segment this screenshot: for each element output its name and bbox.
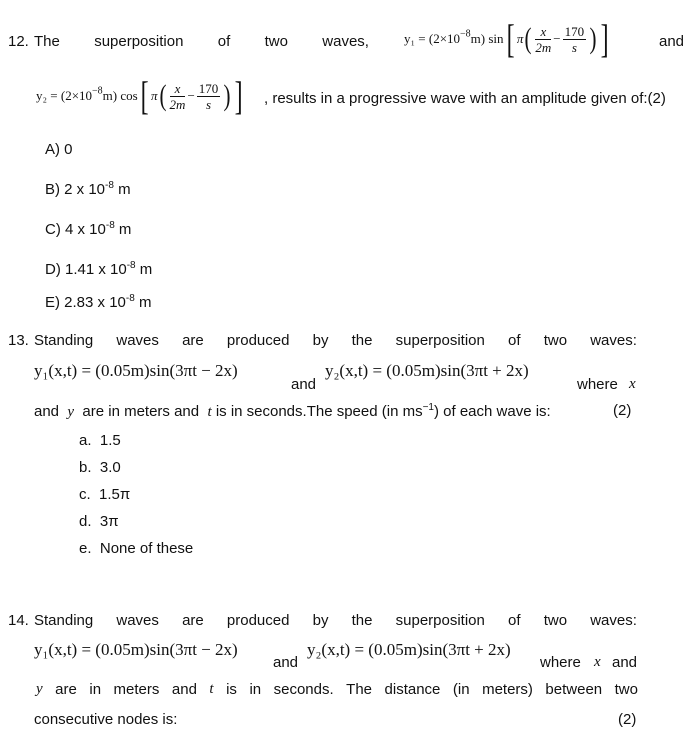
q13-word: superposition (395, 332, 485, 349)
q12-intro (34, 33, 369, 50)
q13-var-x: x (629, 376, 636, 392)
q14-word: Standing (34, 612, 94, 629)
q14-word: superposition (395, 612, 485, 629)
q14-word: the (351, 612, 373, 629)
q13-marks: (2) (613, 402, 632, 419)
q13-intro (34, 332, 637, 349)
q13-word: two (543, 332, 568, 349)
q14-line4: consecutive nodes is: (34, 711, 178, 728)
q14-word: two (543, 612, 568, 629)
q14-equation-y2: y₂(x,t) = (0.05m)sin(3πt + 2x) (307, 640, 511, 659)
q13-word: the (351, 332, 373, 349)
q14-where: where (540, 654, 581, 671)
q12-option-b: B) 2 x $10^{-8}$ m (45, 180, 131, 198)
q13-word: Standing (34, 332, 94, 349)
q14-intro (34, 612, 637, 629)
q13-equation-y1: y₁(x,t) = (0.05m)sin(3πt − 2x) (34, 361, 238, 380)
q13-word: produced (226, 332, 290, 349)
q14-word: by (312, 612, 329, 629)
q13-option-e: e. None of these (79, 540, 194, 557)
q12-option-e: E) 2.83 x $10^{-8}$ m (45, 293, 152, 311)
q12-y2-equation: $y_2 = (2\times 10^{-8}m)$ cos[ π( $\frac{x}{2m}$ − $\frac{170}{s}$ ) ] (36, 73, 243, 118)
q14-equation-y1: y₁(x,t) = (0.05m)sin(3πt − 2x) (34, 640, 238, 659)
q14-word: of (508, 612, 521, 629)
fraction-x-over-2m: $\frac{x}{2m}$ (169, 80, 186, 112)
q12-option-c: C) 4 x $10^{-8}$ m (45, 220, 132, 238)
q13-word: are (182, 332, 204, 349)
q13-option-d: d. 3π (79, 513, 119, 530)
q14-and: and (273, 654, 299, 671)
q13-line3: and y are in meters and t is in seconds.The speed (in $ms^{-1}$) of each wave is: (34, 402, 551, 420)
cropped-top-fragment (0, 0, 70, 6)
q14-word: waves (116, 612, 159, 629)
fraction-170-over-s: $\frac{170}{s}$ (564, 23, 585, 55)
q14-and2: and (612, 654, 638, 671)
q12-question-tail: , results in a progressive wave with an amplitude given of:(2) (264, 90, 666, 107)
q14-word: waves: (590, 612, 637, 629)
q14-number: 14. (8, 612, 29, 629)
q12-and: and (659, 33, 685, 50)
q12-option-a: A) 0 (45, 141, 73, 158)
q14-word: are (182, 612, 204, 629)
q13-word: of (508, 332, 521, 349)
q13-word: waves (116, 332, 159, 349)
q12-word: The (34, 33, 60, 50)
q13-number: 13. (8, 332, 29, 349)
q13-option-b: b. 3.0 (79, 459, 121, 476)
q13-word: by (312, 332, 329, 349)
q14-marks: (2) (618, 711, 637, 728)
q13-where: where (577, 376, 618, 393)
q13-word: waves: (590, 332, 637, 349)
q13-and: and (291, 376, 317, 393)
q14-var-x: x (594, 654, 601, 670)
q12-option-d: D) 1.41 x $10^{-8}$ m (45, 260, 153, 278)
fraction-x-over-2m: $\frac{x}{2m}$ (535, 23, 552, 55)
q13-option-c: c. 1.5π (79, 486, 131, 503)
q12-word: of (217, 33, 231, 50)
fraction-170-over-s: $\frac{170}{s}$ (198, 80, 219, 112)
q13-option-a: a. 1.5 (79, 432, 121, 449)
q12-y1-equation: $y_1 = (2\times 10^{-8}m)$ sin[ π( $\frac{x}{2m}$ − $\frac{170}{s}$ ) ] (404, 16, 609, 61)
q14-line3: y are in meters and t is in seconds. The distance (in meters) between two (36, 681, 638, 698)
q13-equation-y2: y₂(x,t) = (0.05m)sin(3πt + 2x) (325, 361, 529, 380)
q12-number: 12. (8, 33, 29, 50)
q12-word: two (264, 33, 288, 50)
q14-word: produced (226, 612, 290, 629)
q12-word: superposition (94, 33, 184, 50)
q12-word: waves, (322, 33, 369, 50)
